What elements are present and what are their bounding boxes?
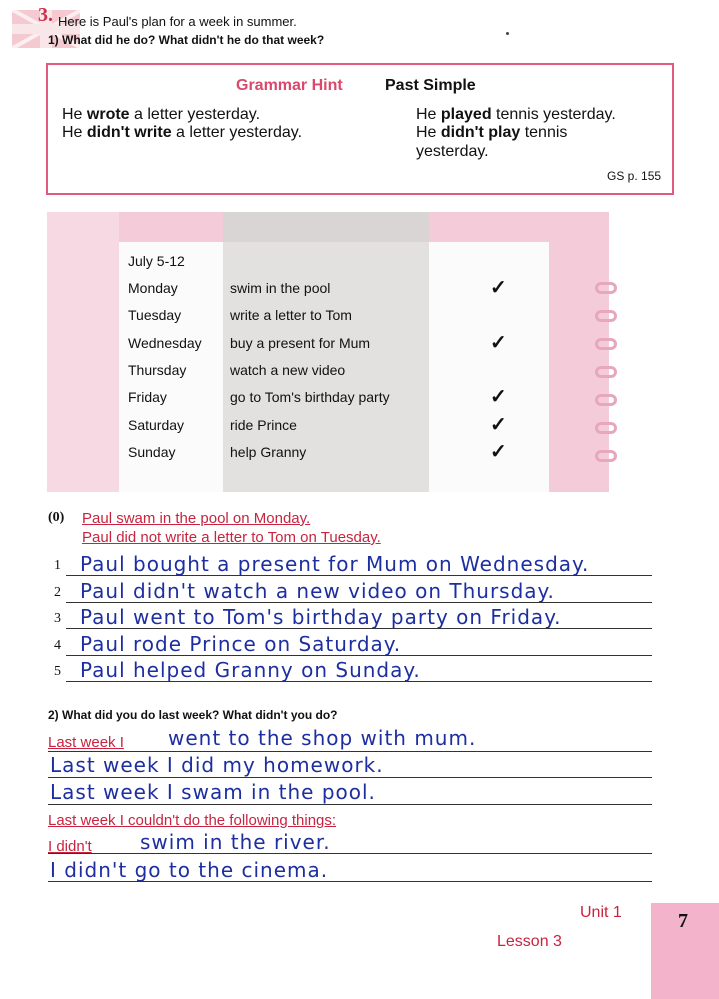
speck-dot — [506, 32, 509, 35]
answer-number: 5 — [54, 664, 61, 679]
plan-day: Saturday — [128, 416, 185, 433]
handwritten-line-3: Last week I swam in the pool. — [50, 780, 376, 804]
handwritten-line-1: went to the shop with mum. — [168, 726, 477, 750]
spiral-ring — [595, 422, 617, 434]
answer-rule — [48, 853, 652, 854]
plan-task: ride Prince — [230, 416, 297, 433]
exercise-number: 3. — [38, 4, 53, 26]
handwritten-answer: Paul went to Tom's birthday party on Friday. — [80, 605, 562, 629]
check-mark-icon: ✓ — [490, 386, 507, 409]
plan-day: Thursday — [128, 361, 187, 378]
grammar-hint-text: He — [62, 124, 87, 141]
grammar-hint-line — [416, 106, 616, 124]
plan-day: Wednesday — [128, 334, 202, 351]
handwritten-line-4: swim in the river. — [140, 830, 331, 854]
plan-task: buy a present for Mum — [230, 334, 371, 351]
grammar-hint-line — [416, 143, 489, 161]
plan-day: Tuesday — [128, 307, 182, 324]
answer-rule — [48, 751, 652, 752]
plan-day: Sunday — [128, 443, 176, 460]
example-sentence-2: Paul did not write a letter to Tom on Tuesday. — [82, 529, 381, 546]
plan-task: swim in the pool — [230, 280, 331, 296]
grammar-hint-verb: wrote — [86, 106, 130, 123]
spiral-ring — [595, 366, 617, 378]
answer-rule — [48, 777, 652, 778]
answer-rule — [48, 804, 652, 805]
grammar-hint-line — [416, 124, 567, 142]
answer-number: 2 — [54, 584, 61, 600]
spiral-ring — [595, 394, 617, 406]
grammar-hint-text: tennis — [520, 124, 568, 141]
grammar-hint-text: He — [416, 106, 441, 123]
handwritten-answer: Paul rode Prince on Saturday. — [80, 631, 402, 656]
grammar-hint-verb: didn't play — [440, 124, 521, 141]
spiral-ring — [595, 310, 617, 322]
grammar-hint-verb: played — [440, 106, 492, 123]
grammar-hint-title: Grammar Hint — [236, 77, 343, 94]
answer-rule — [66, 655, 652, 656]
exercise-intro: Here is Paul's plan for a week in summer. — [58, 14, 297, 29]
answer-rule — [66, 575, 652, 576]
plan-dates: July 5-12 — [128, 253, 185, 269]
check-mark-icon: ✓ — [490, 413, 507, 436]
question-2: 2) What did you do last week? What didn't you do? — [48, 708, 338, 722]
plan-task: help Granny — [230, 443, 307, 460]
page-number: 7 — [678, 910, 688, 932]
grammar-hint-text: a letter yesterday. — [171, 124, 303, 141]
spiral-ring — [595, 338, 617, 350]
grammar-reference: GS p. 155 — [607, 169, 662, 183]
grammar-hint-text: He — [62, 106, 87, 123]
answer-rule — [66, 681, 652, 682]
prompt-last-week: Last week I — [48, 734, 124, 751]
plan-task: write a letter to Tom — [230, 307, 352, 324]
answer-number: 3 — [54, 611, 61, 626]
spiral-ring — [595, 282, 617, 294]
answer-number: 1 — [54, 558, 61, 573]
example-sentence-1: Paul swam in the pool on Monday. — [82, 510, 311, 527]
question-1: 1) What did he do? What didn't he do that week? — [48, 33, 325, 47]
check-mark-icon: ✓ — [490, 277, 507, 299]
grammar-hint-topic: Past Simple — [385, 77, 476, 94]
handwritten-answer: Paul helped Granny on Sunday. — [80, 658, 421, 682]
grammar-hint-text: tennis yesterday. — [491, 106, 616, 123]
lesson-label: Lesson 3 — [497, 933, 562, 950]
example-label: (0) — [48, 510, 65, 525]
grammar-hint-text: He — [416, 124, 441, 141]
answer-rule — [66, 602, 652, 603]
answer-rule — [48, 881, 652, 882]
plan-day: Friday — [128, 389, 167, 406]
plan-task: go to Tom's birthday party — [230, 389, 390, 406]
grammar-hint-text: a letter yesterday. — [129, 106, 261, 123]
check-mark-icon: ✓ — [490, 440, 507, 463]
handwritten-line-5: I didn't go to the cinema. — [50, 858, 329, 882]
answer-number: 4 — [54, 637, 61, 653]
handwritten-answer: Paul didn't watch a new video on Thursday. — [80, 578, 555, 603]
grammar-hint-verb: didn't write — [86, 124, 172, 141]
grammar-hint-text: yesterday. — [416, 143, 489, 160]
prompt-couldnt-do: Last week I couldn't do the following things: — [48, 812, 337, 829]
grammar-hint-line — [62, 124, 302, 142]
plan-task: watch a new video — [230, 361, 346, 378]
grammar-hint-line — [62, 106, 260, 124]
spiral-ring — [595, 450, 617, 462]
prompt-didnt: I didn't — [48, 838, 92, 855]
check-mark-icon: ✓ — [490, 331, 507, 354]
answer-rule — [66, 628, 652, 629]
handwritten-answer: Paul bought a present for Mum on Wednesday. — [80, 552, 590, 576]
unit-label: Unit 1 — [580, 904, 622, 921]
plan-day: Monday — [128, 280, 178, 296]
handwritten-line-2: Last week I did my homework. — [50, 753, 384, 777]
